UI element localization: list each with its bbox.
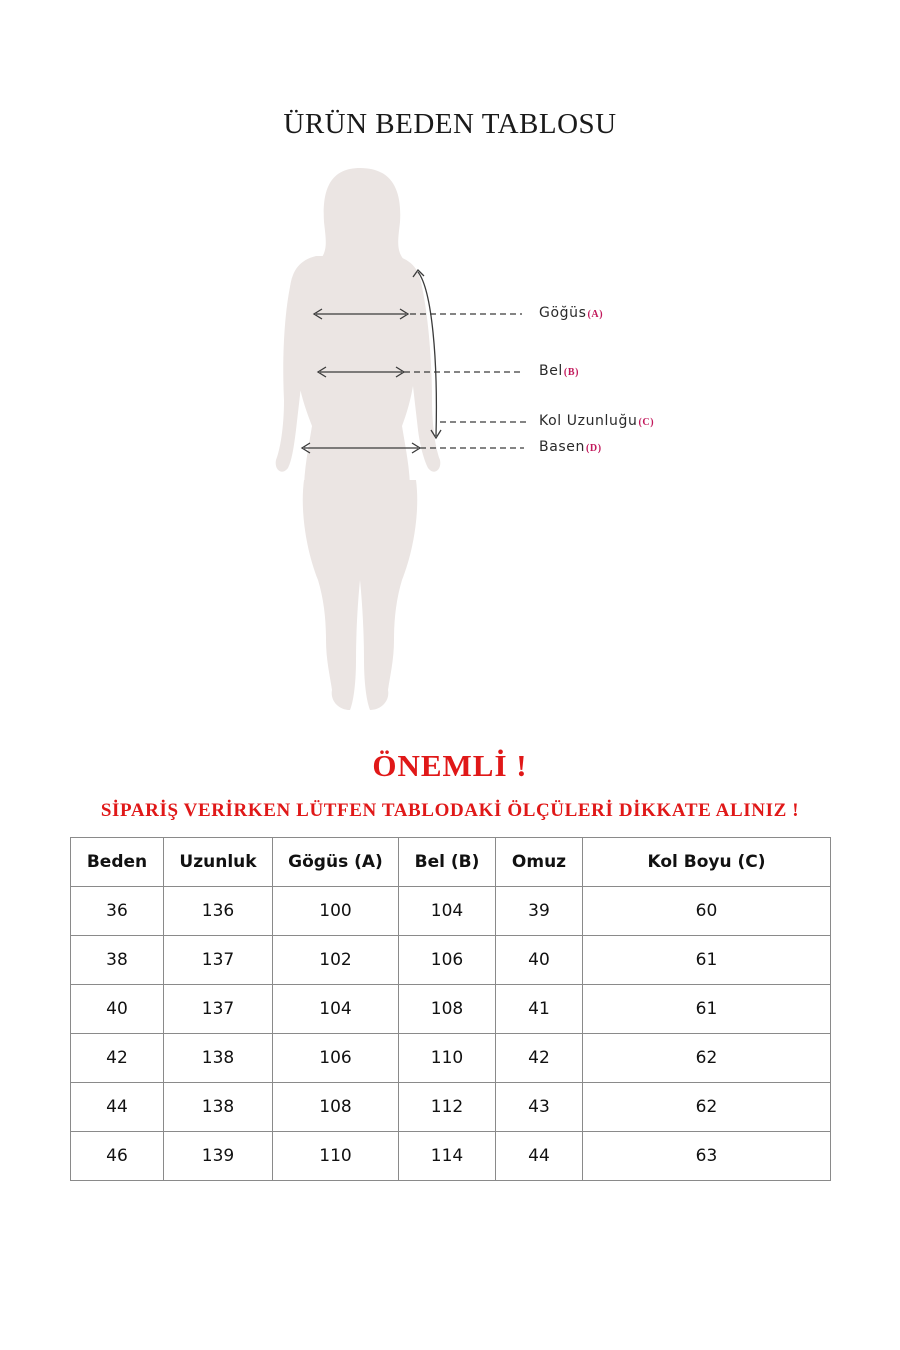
table-row [71, 887, 831, 936]
table-cell: 41 [496, 985, 583, 1034]
table-cell: 39 [496, 887, 583, 936]
table-row [71, 936, 831, 985]
table-cell: 138 [164, 1034, 273, 1083]
table-cell: 112 [399, 1083, 496, 1132]
table-row [71, 1034, 831, 1083]
table-cell: 137 [164, 936, 273, 985]
table-cell: 61 [583, 936, 831, 985]
silhouette-illustration [0, 160, 900, 720]
waist-label-code: (B) [563, 367, 580, 378]
header-cell-length: Uzunluk [164, 838, 273, 887]
table-row [71, 985, 831, 1034]
table-cell: 114 [399, 1132, 496, 1181]
female-silhouette [276, 168, 441, 710]
chest-label-code: (A) [587, 309, 604, 320]
waist-label [539, 363, 579, 379]
size-table [70, 837, 831, 1181]
table-row [71, 1132, 831, 1181]
hip-label-code: (D) [585, 443, 602, 454]
table-cell: 36 [71, 887, 164, 936]
table-cell: 100 [273, 887, 399, 936]
table-cell: 136 [164, 887, 273, 936]
table-cell: 62 [583, 1083, 831, 1132]
table-header-row [71, 838, 831, 887]
table-cell: 42 [496, 1034, 583, 1083]
page-title: ÜRÜN BEDEN TABLOSU [283, 108, 617, 140]
hip-label-text: Basen [539, 439, 585, 455]
table-cell: 137 [164, 985, 273, 1034]
table-cell: 38 [71, 936, 164, 985]
waist-label-text: Bel [539, 363, 563, 379]
body-measurement-figure [0, 160, 900, 720]
warning-text: SİPARİŞ VERİRKEN LÜTFEN TABLODAKİ ÖLÇÜLERİ DİKKATE ALINIZ ! [100, 800, 800, 821]
chest-label [539, 305, 603, 321]
table-cell: 104 [273, 985, 399, 1034]
table-cell: 60 [583, 887, 831, 936]
header-cell-chest: Gögüs (A) [273, 838, 399, 887]
header-cell-sleeve: Kol Boyu (C) [583, 838, 831, 887]
table-cell: 106 [399, 936, 496, 985]
header-cell-shoulder: Omuz [496, 838, 583, 887]
table-cell: 104 [399, 887, 496, 936]
table-cell: 63 [583, 1132, 831, 1181]
table-cell: 108 [273, 1083, 399, 1132]
table-cell: 40 [71, 985, 164, 1034]
table-cell: 44 [71, 1083, 164, 1132]
table-cell: 42 [71, 1034, 164, 1083]
table-cell: 110 [273, 1132, 399, 1181]
table-cell: 40 [496, 936, 583, 985]
arm-length-label-code: (C) [638, 417, 655, 428]
table-cell: 108 [399, 985, 496, 1034]
chest-label-text: Göğüs [539, 305, 587, 321]
table-cell: 102 [273, 936, 399, 985]
header-cell-size: Beden [71, 838, 164, 887]
arm-length-label-text: Kol Uzunluğu [539, 413, 638, 429]
table-cell: 139 [164, 1132, 273, 1181]
table-cell: 44 [496, 1132, 583, 1181]
table-cell: 62 [583, 1034, 831, 1083]
table-cell: 138 [164, 1083, 273, 1132]
table-row [71, 1083, 831, 1132]
table-cell: 110 [399, 1034, 496, 1083]
table-cell: 46 [71, 1132, 164, 1181]
table-cell: 106 [273, 1034, 399, 1083]
hip-label [539, 439, 602, 455]
table-cell: 61 [583, 985, 831, 1034]
important-heading: ÖNEMLİ ! [372, 748, 528, 783]
header-cell-waist: Bel (B) [399, 838, 496, 887]
table-cell: 43 [496, 1083, 583, 1132]
arm-length-label [539, 413, 654, 429]
